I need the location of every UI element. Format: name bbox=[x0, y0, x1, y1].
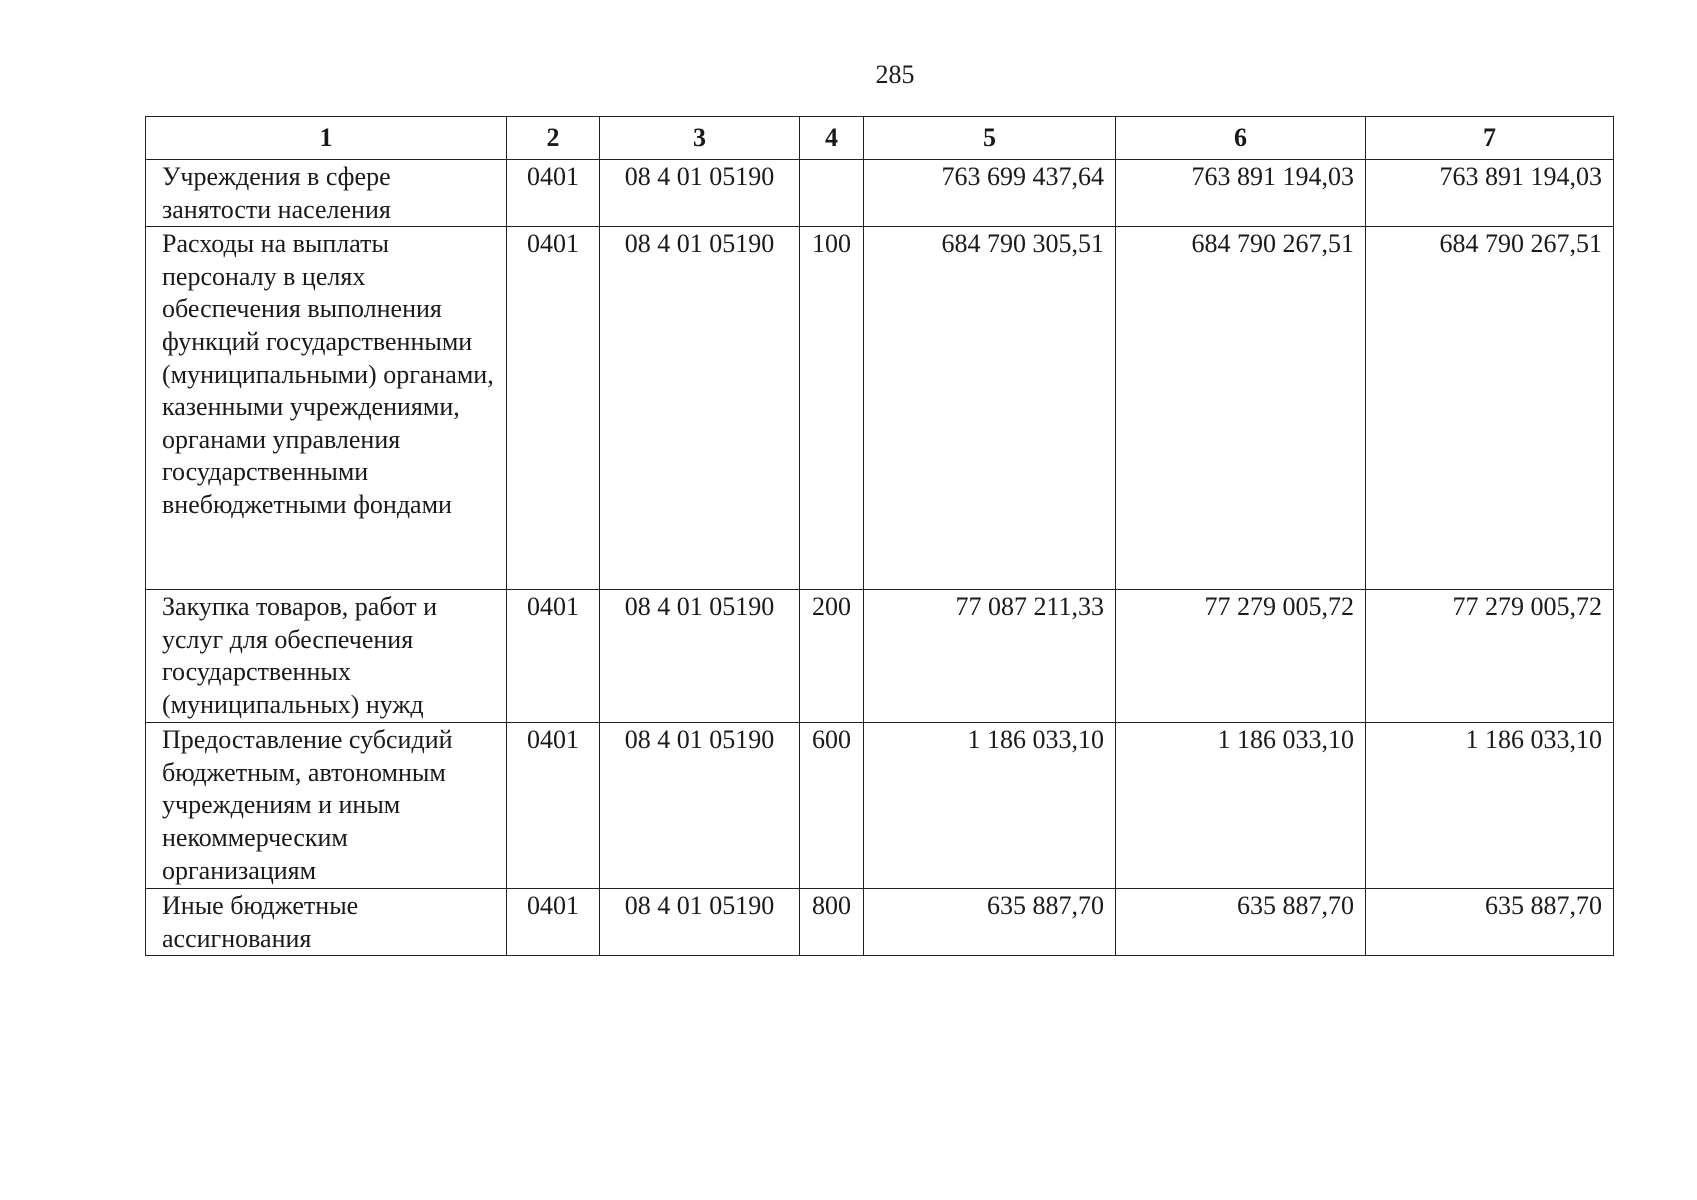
amount-6: 77 279 005,72 bbox=[1204, 592, 1354, 622]
amount-7-cell bbox=[1366, 227, 1614, 590]
amount-5-cell bbox=[864, 590, 1116, 723]
amount-5: 77 087 211,33 bbox=[955, 592, 1104, 622]
amount-5-cell bbox=[864, 889, 1116, 956]
amount-5-cell bbox=[864, 723, 1116, 889]
section-cell bbox=[507, 590, 600, 723]
row-name: Предоставление субсидий бюджетным, автономным учреждениям и иным некоммерческим организациям bbox=[162, 725, 453, 885]
column-header-7: 7 bbox=[1366, 117, 1614, 160]
amount-5-cell bbox=[864, 227, 1116, 590]
column-header-3: 3 bbox=[600, 117, 800, 160]
target-code-cell bbox=[600, 227, 800, 590]
amount-6-cell bbox=[1116, 889, 1366, 956]
section-code: 0401 bbox=[527, 229, 579, 259]
expense-type-cell bbox=[800, 889, 864, 956]
section-code: 0401 bbox=[527, 592, 579, 622]
amount-5: 635 887,70 bbox=[987, 891, 1104, 921]
amount-6-cell bbox=[1116, 227, 1366, 590]
table-row bbox=[146, 889, 1614, 956]
budget-table bbox=[145, 116, 1614, 956]
row-name: Расходы на выплаты персоналу в целях обеспечения выполнения функций государственными (муниципальными) органами, казенными учреждениями, органами управления государственными внебюджетными фондами bbox=[162, 229, 494, 519]
target-code: 08 4 01 05190 bbox=[624, 592, 775, 622]
amount-7-cell bbox=[1366, 889, 1614, 956]
target-code: 08 4 01 05190 bbox=[624, 725, 775, 755]
column-header-5: 5 bbox=[864, 117, 1116, 160]
amount-6-cell bbox=[1116, 590, 1366, 723]
page-number: 285 bbox=[875, 60, 915, 89]
section-cell bbox=[507, 160, 600, 227]
amount-7: 763 891 194,03 bbox=[1439, 162, 1602, 191]
amount-7: 684 790 267,51 bbox=[1439, 229, 1602, 259]
expense-type: 200 bbox=[812, 592, 851, 622]
expense-type: 600 bbox=[812, 725, 851, 755]
expense-type-cell bbox=[800, 590, 864, 723]
target-code: 08 4 01 05190 bbox=[624, 229, 775, 259]
column-header-6: 6 bbox=[1116, 117, 1366, 160]
section-cell bbox=[507, 723, 600, 889]
row-name-cell bbox=[146, 889, 507, 956]
amount-6: 1 186 033,10 bbox=[1217, 725, 1354, 755]
expense-type: 800 bbox=[812, 891, 851, 921]
amount-6: 684 790 267,51 bbox=[1191, 229, 1354, 259]
target-code: 08 4 01 05190 bbox=[624, 891, 775, 921]
table-row bbox=[146, 590, 1614, 723]
amount-7-cell bbox=[1366, 590, 1614, 723]
amount-6-cell bbox=[1116, 723, 1366, 889]
section-cell bbox=[507, 889, 600, 956]
row-name-cell bbox=[146, 590, 507, 723]
section-cell bbox=[507, 227, 600, 590]
table-header bbox=[146, 117, 1614, 160]
row-name-cell bbox=[146, 723, 507, 889]
row-name: Иные бюджетные ассигнования bbox=[162, 891, 359, 953]
amount-5-cell bbox=[864, 160, 1116, 227]
column-header-4: 4 bbox=[800, 117, 864, 160]
target-code-cell bbox=[600, 160, 800, 227]
column-header-2: 2 bbox=[507, 117, 600, 160]
table-row bbox=[146, 723, 1614, 889]
expense-type-cell bbox=[800, 723, 864, 889]
amount-5: 1 186 033,10 bbox=[967, 725, 1104, 755]
expense-type: 100 bbox=[812, 229, 851, 259]
table-row bbox=[146, 160, 1614, 227]
expense-type bbox=[800, 160, 863, 161]
target-code-cell bbox=[600, 723, 800, 889]
row-name-cell bbox=[146, 160, 507, 227]
amount-6: 635 887,70 bbox=[1237, 891, 1354, 921]
expense-type-cell bbox=[800, 160, 864, 227]
amount-5: 763 699 437,64 bbox=[941, 162, 1104, 191]
amount-6-cell bbox=[1116, 160, 1366, 227]
section-code: 0401 bbox=[527, 725, 579, 755]
amount-7: 635 887,70 bbox=[1485, 891, 1602, 921]
amount-6: 763 891 194,03 bbox=[1191, 162, 1354, 191]
target-code: 08 4 01 05190 bbox=[624, 162, 775, 191]
amount-7-cell bbox=[1366, 723, 1614, 889]
amount-7-cell bbox=[1366, 160, 1614, 227]
row-name: Учреждения в сфере занятости населения bbox=[162, 162, 391, 224]
target-code-cell bbox=[600, 889, 800, 956]
amount-5: 684 790 305,51 bbox=[941, 229, 1104, 259]
amount-7: 1 186 033,10 bbox=[1465, 725, 1602, 755]
section-code: 0401 bbox=[527, 891, 579, 921]
table-row bbox=[146, 227, 1614, 590]
table-body bbox=[146, 160, 1614, 956]
expense-type-cell bbox=[800, 227, 864, 590]
section-code: 0401 bbox=[527, 162, 579, 191]
target-code-cell bbox=[600, 590, 800, 723]
column-header-1: 1 bbox=[146, 117, 507, 160]
row-name-cell bbox=[146, 227, 507, 590]
header-row bbox=[146, 117, 1614, 160]
row-name: Закупка товаров, работ и услуг для обеспечения государственных (муниципальных) нужд bbox=[162, 592, 437, 719]
amount-7: 77 279 005,72 bbox=[1452, 592, 1602, 622]
